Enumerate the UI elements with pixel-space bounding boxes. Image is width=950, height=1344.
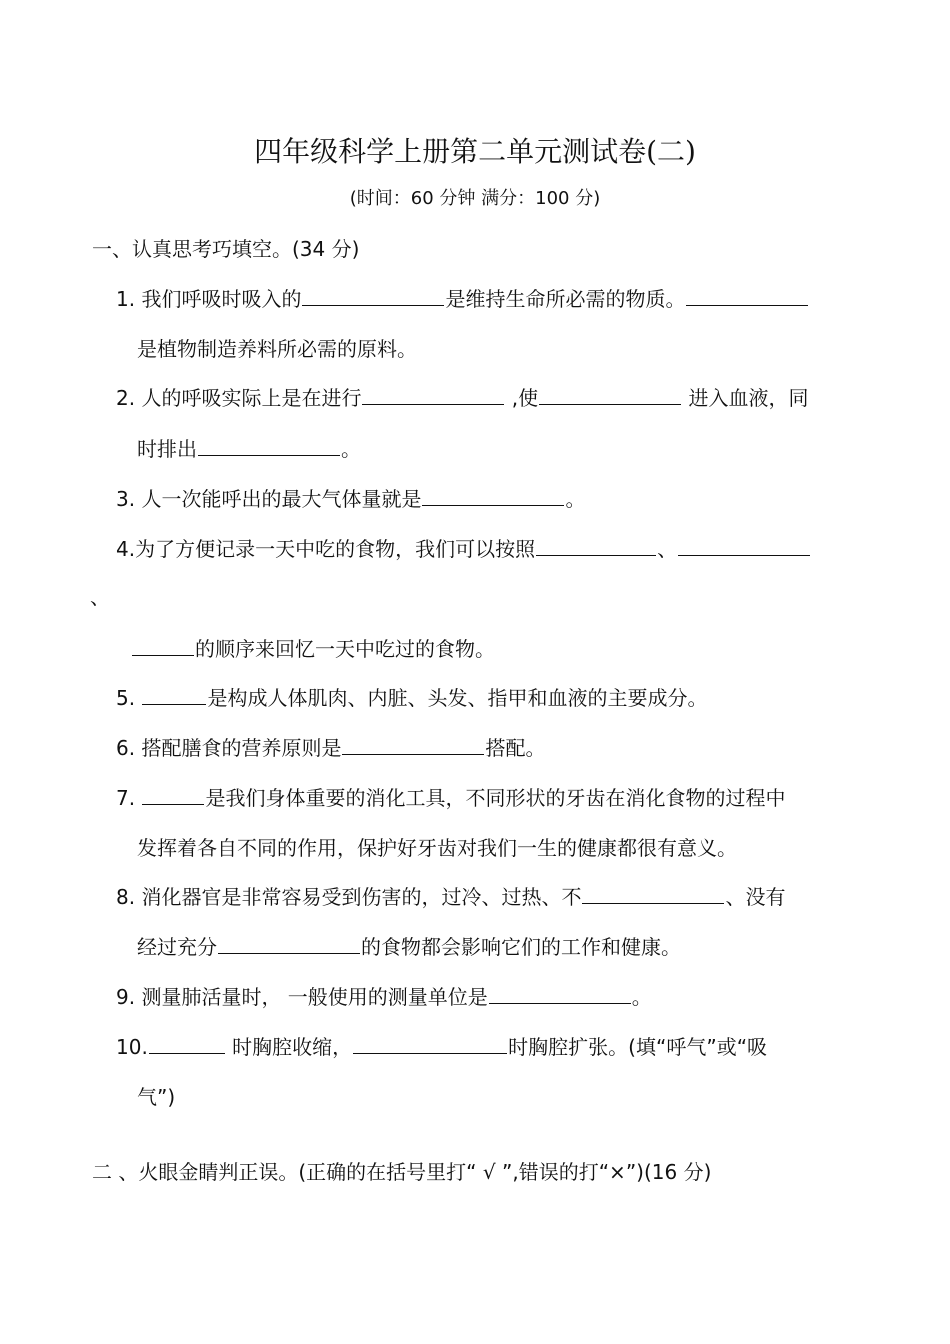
q10-text-c: 时胸腔扩张。(填“呼气”或“吸 [508,1035,768,1059]
q3-text-a: 3. 人一次能呼出的最大气体量就是 [116,487,422,511]
q7-text-b: 是我们身体重要的消化工具，不同形状的牙齿在消化食物的过程中 [205,786,786,810]
q8-text-c: 经过充分 [137,935,217,959]
q9-blank-1[interactable] [489,983,631,1004]
q5-blank-1[interactable] [142,684,206,705]
q4-text-d: 的顺序来回忆一天中吃过的食物。 [195,637,495,661]
q1-blank-1[interactable] [302,285,444,306]
q9-text-a: 9. 测量肺活量时， 一般使用的测量单位是 [116,985,488,1009]
q4-blank-2[interactable] [678,535,810,556]
question-1-line-1 [116,284,809,314]
question-8-line-1 [116,882,785,912]
q3-text-b: 。 [565,487,586,511]
q2-blank-1[interactable] [362,384,504,405]
question-7-line-2: 发挥着各自不同的作用，保护好牙齿对我们一生的健康都很有意义。 [137,836,737,860]
q2-text-d: 时排出 [137,437,197,461]
question-7-line-1 [116,783,785,813]
q10-text-b: 时胸腔收缩， [225,1035,353,1059]
question-4-line-2 [131,634,495,664]
q2-text-b: ,使 [505,386,539,410]
question-5 [116,683,707,713]
question-4-line-1 [116,534,811,564]
q6-text-a: 6. 搭配膳食的营养原则是 [116,736,342,760]
q10-text-a: 10. [116,1035,148,1059]
q2-text-e: 。 [341,437,361,461]
page-subtitle: (时间：60 分钟 满分：100 分) [349,188,601,209]
question-10-line-1 [116,1032,767,1062]
q7-blank-1[interactable] [142,784,204,805]
q4-blank-3[interactable] [132,635,194,656]
question-1-line-2: 是植物制造养料所必需的原料。 [137,337,417,361]
question-10-line-2: 气”) [137,1085,176,1109]
section1-heading: 一、认真思考巧填空。(34 分) [92,237,360,261]
q7-text-a: 7. [116,786,142,810]
q4-blank-1[interactable] [536,535,656,556]
question-3 [116,484,585,514]
q4-text-a: 4.为了方便记录一天中吃的食物，我们可以按照 [116,537,536,561]
q2-text-a: 2. 人的呼吸实际上是在进行 [116,386,362,410]
q8-text-a: 8. 消化器官是非常容易受到伤害的，过冷、过热、不 [116,885,582,909]
q1-blank-2[interactable] [686,285,808,306]
q1-text-a: 1. 我们呼吸时吸入的 [116,287,302,311]
question-8-line-2 [137,932,681,962]
q8-text-b: 、没有 [725,885,786,909]
q5-text-a: 5. [116,686,142,710]
q8-text-d: 的食物都会影响它们的工作和健康。 [361,935,681,959]
q2-blank-2[interactable] [539,384,681,405]
q6-text-b: 搭配。 [485,736,546,760]
q4-text-b: 、 [657,537,678,561]
q5-text-b: 是构成人体肌肉、内脏、头发、指甲和血液的主要成分。 [207,686,708,710]
section2-heading: 二 、火眼金睛判正误。(正确的在括号里打“ √ ”,错误的打“×”)(16 分) [92,1160,712,1184]
question-2-line-1 [116,383,809,413]
q8-blank-2[interactable] [218,933,360,954]
q2-text-c: 进入血液，同 [682,386,809,410]
question-2-line-2 [137,434,361,464]
page-title: 四年级科学上册第二单元测试卷(二) [254,135,696,168]
q4-text-c: 、 [90,585,110,609]
question-6 [116,733,545,763]
q3-blank-1[interactable] [422,485,564,506]
q1-text-b: 是维持生命所必需的物质。 [445,287,686,311]
q2-blank-3[interactable] [198,435,340,456]
q9-text-b: 。 [631,985,652,1009]
question-9 [116,982,652,1012]
q8-blank-1[interactable] [582,883,724,904]
q6-blank-1[interactable] [342,734,484,755]
q10-blank-2[interactable] [353,1033,507,1054]
q10-blank-1[interactable] [149,1033,225,1054]
